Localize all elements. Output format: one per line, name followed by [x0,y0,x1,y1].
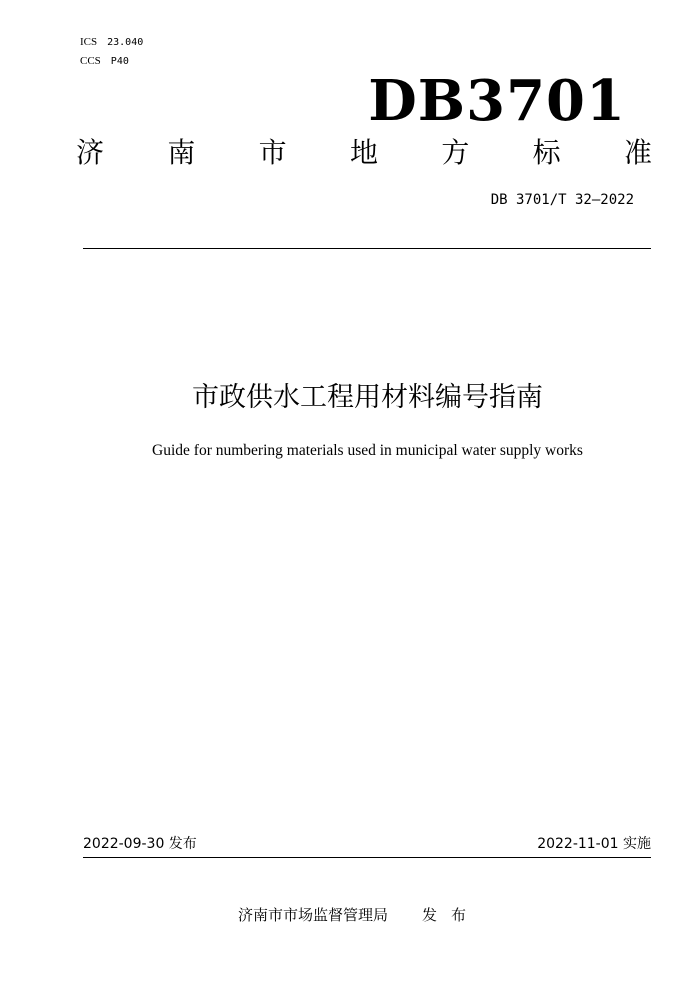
ics-value: 23.040 [107,37,144,48]
ccs-value: P40 [110,56,129,67]
document-title-chinese: 市政供水工程用材料编号指南 [192,382,543,413]
classification-codes [80,33,143,71]
ccs-row [80,52,143,71]
publisher-action: 发布 [422,906,481,924]
standard-type-char: 地 [349,136,378,169]
document-title-english: Guide for numbering materials used in municipal water supply works [152,442,583,459]
standard-number: DB 3701/T 32—2022 [490,192,634,208]
standard-type-char: 南 [167,136,196,169]
publish-date: 2022-09-30 发布 [83,836,197,852]
standard-type-char: 市 [258,136,287,169]
implement-date: 2022-11-01 实施 [537,836,651,852]
publisher-line [238,904,480,926]
standard-type-char: 济 [76,136,105,169]
ccs-label: CCS [80,55,101,67]
footer-divider [83,857,651,858]
standard-type-char: 方 [441,136,470,169]
date-row [83,834,651,854]
ics-row [80,33,143,52]
standard-type-char: 准 [623,136,652,169]
header-divider [83,248,651,249]
standard-code-logo: DB3701 [368,68,626,134]
publisher-name: 济南市市场监督管理局 [238,906,389,924]
standard-type-char: 标 [532,136,561,169]
ics-label: ICS [80,36,98,48]
standard-type-heading [76,135,652,171]
